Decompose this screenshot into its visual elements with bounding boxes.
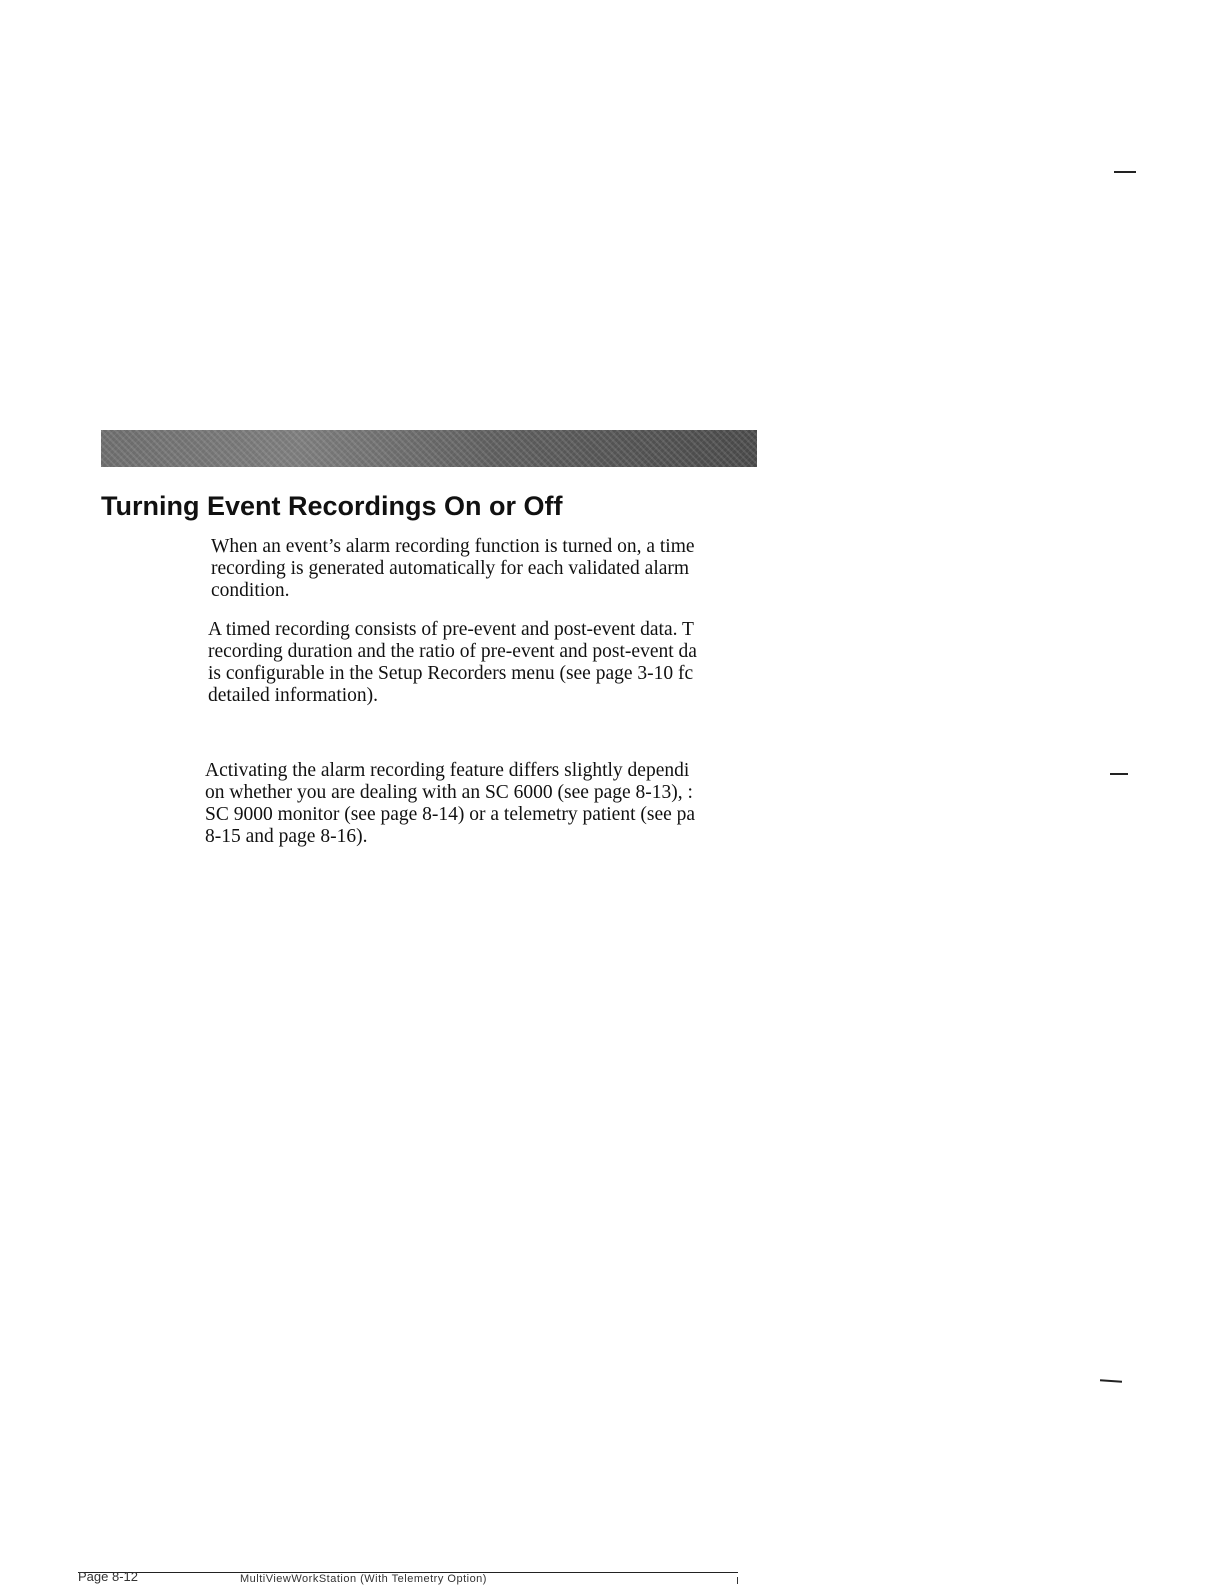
margin-mark [1110, 773, 1128, 775]
footer-tick [737, 1577, 738, 1584]
paragraph-alarm-recording [211, 536, 695, 602]
text-line: SC 9000 monitor (see page 8-14) or a telemetry patient (see pa [205, 804, 696, 825]
footer-page-number: Page 8-12 [78, 1569, 138, 1584]
paragraph-activating-recording [205, 760, 695, 848]
text-line: recording duration and the ratio of pre-event and post-event da [208, 641, 697, 662]
text-line: Activating the alarm recording feature differs slightly dependi [205, 760, 690, 781]
text-line: condition. [211, 580, 290, 601]
text-line: When an event’s alarm recording function is turned on, a time [211, 536, 695, 557]
text-line: on whether you are dealing with an SC 6000 (see page 8-13), : [205, 782, 693, 803]
margin-mark [1100, 1379, 1122, 1383]
text-line: 8-15 and page 8-16). [205, 826, 368, 847]
text-line: detailed information). [208, 685, 379, 706]
body-text [200, 530, 756, 870]
section-heading: Turning Event Recordings On or Off [101, 491, 563, 521]
margin-mark [1114, 171, 1136, 173]
footer-document-title: MultiViewWorkStation (With Telemetry Option) [240, 1573, 487, 1585]
section-banner [101, 430, 757, 467]
text-line: A timed recording consists of pre-event and post-event data. T [208, 619, 694, 640]
text-line: is configurable in the Setup Recorders menu (see page 3-10 fc [208, 663, 694, 684]
paragraph-timed-recording [208, 619, 697, 707]
text-line: recording is generated automatically for each validated alarm [211, 558, 690, 579]
